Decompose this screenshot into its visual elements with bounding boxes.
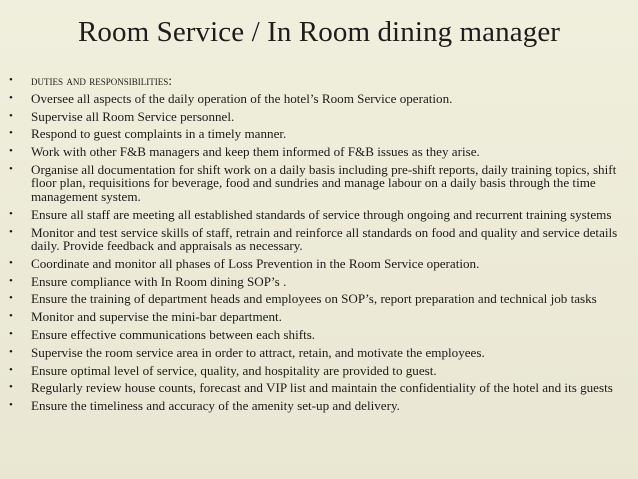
- bullet-text: Ensure the timeliness and accuracy of the amenity set-up and delivery.: [31, 398, 400, 414]
- bullet-icon: •: [9, 74, 13, 86]
- bullet-text: Monitor and supervise the mini-bar department.: [31, 309, 282, 325]
- bullet-item: [9, 92, 634, 106]
- bullet-item: [9, 310, 634, 324]
- bullet-text: Ensure compliance with In Room dining SOP’s .: [31, 273, 287, 289]
- bullet-icon: •: [9, 145, 13, 158]
- bullet-text: Supervise all Room Service personnel.: [31, 108, 235, 124]
- bullet-item: [9, 74, 634, 88]
- bullet-icon: •: [9, 109, 13, 122]
- bullet-text: Ensure optimal level of service, quality, and hospitality are provided to guest.: [31, 362, 437, 378]
- bullet-list: [9, 74, 634, 417]
- bullet-icon: •: [9, 207, 13, 220]
- bullet-icon: •: [9, 363, 13, 376]
- bullet-icon: •: [9, 256, 13, 269]
- bullet-item: [9, 346, 634, 360]
- bullet-item: [9, 163, 634, 204]
- bullet-item: [9, 292, 634, 306]
- bullet-text: Organise all documentation for shift work on a daily basis including pre-shift reports, daily training topics, shift floor plan, requisitions for beverage, food and sundries and manage labour on a daily basis through the time management system.: [31, 161, 617, 204]
- bullet-text: Supervise the room service area in order to attract, retain, and motivate the employees.: [31, 344, 485, 360]
- bullet-icon: •: [9, 127, 13, 140]
- slide-title: Room Service / In Room dining manager: [77, 16, 561, 48]
- bullet-item: [9, 399, 634, 413]
- bullet-item: [9, 328, 634, 342]
- bullet-icon: •: [9, 225, 13, 238]
- bullet-icon: •: [9, 292, 13, 305]
- bullet-text: Work with other F&B managers and keep them informed of F&B issues as they arise.: [31, 144, 480, 160]
- bullet-icon: •: [9, 399, 13, 412]
- bullet-icon: •: [9, 310, 13, 323]
- bullet-item: [9, 145, 634, 159]
- bullet-icon: •: [9, 91, 13, 104]
- bullet-item: [9, 127, 634, 141]
- bullet-text: Monitor and test service skills of staff, retrain and reinforce all standards on food and quality and service details daily. Provide feedback and appraisals as necessary.: [31, 224, 618, 254]
- bullet-item: [9, 364, 634, 378]
- bullet-icon: •: [9, 274, 13, 287]
- bullet-item: [9, 257, 634, 271]
- bullet-icon: •: [9, 381, 13, 394]
- bullet-text: Regularly review house counts, forecast and VIP list and maintain the confidentiality of the hotel and its guests: [31, 380, 613, 396]
- bullet-icon: •: [9, 328, 13, 341]
- bullet-item: [9, 275, 634, 289]
- bullet-icon: •: [9, 162, 13, 175]
- bullet-text: duties and responsibilities:: [31, 73, 173, 88]
- bullet-text: Respond to guest complaints in a timely manner.: [31, 126, 287, 142]
- bullet-item: [9, 110, 634, 124]
- bullet-text: Coordinate and monitor all phases of Loss Prevention in the Room Service operation.: [31, 255, 480, 271]
- bullet-item: [9, 226, 634, 253]
- bullet-text: Ensure the training of department heads and employees on SOP’s, report preparation and technical job tasks: [31, 291, 597, 307]
- bullet-text: Oversee all aspects of the daily operation of the hotel’s Room Service operation.: [31, 90, 453, 106]
- bullet-item: [9, 208, 634, 222]
- bullet-item: [9, 381, 634, 395]
- bullet-text: Ensure all staff are meeting all established standards of service through ongoing and recurrent training systems: [31, 206, 612, 222]
- bullet-icon: •: [9, 345, 13, 358]
- bullet-text: Ensure effective communications between each shifts.: [31, 327, 316, 343]
